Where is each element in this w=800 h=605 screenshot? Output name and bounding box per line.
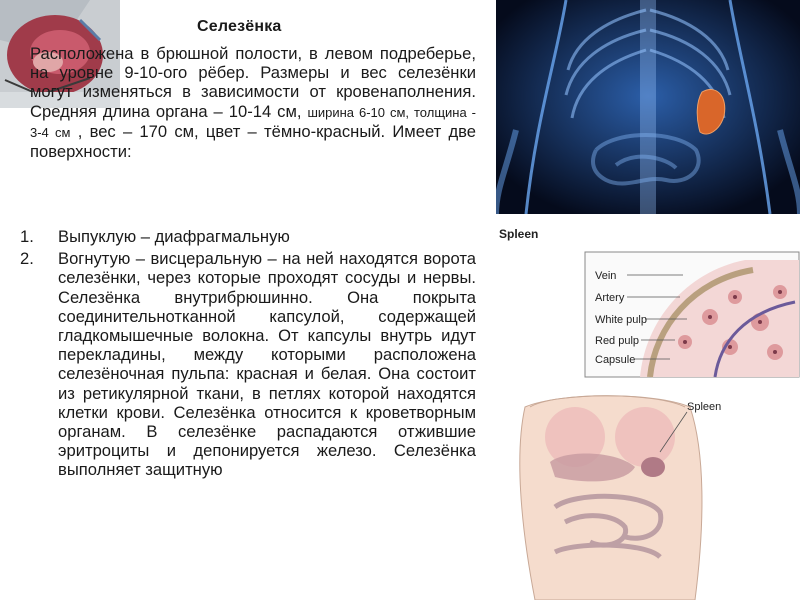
label-spleen: Spleen xyxy=(687,401,722,413)
list-text: Выпуклую – диафрагмальную xyxy=(58,227,290,246)
diagram-heading: Spleen xyxy=(499,227,539,241)
intro-text-part2: , вес – 170 см, цвет – тёмно-красный. Имеет две поверхности: xyxy=(30,121,476,162)
page-title: Селезёнка xyxy=(197,18,282,35)
label-red-pulp: Red pulp xyxy=(595,335,640,347)
xray-image xyxy=(496,0,800,214)
label-artery: Artery xyxy=(595,292,625,304)
label-capsule: Capsule xyxy=(595,354,636,366)
list-number: 2. xyxy=(20,249,34,269)
list-number: 1. xyxy=(20,227,34,246)
list-item xyxy=(20,227,476,246)
intro-text-part1: Расположена в брюшной полости, в левом подреберье, на уровне 9-10-ого рёбер. Размеры и вес селезёнки могут изменяться в зависимости от кровенаполнения. Средняя длина органа – 10-14 см, xyxy=(30,44,476,121)
surfaces-list xyxy=(20,227,476,480)
list-text: Вогнутую – висцеральную – на ней находятся ворота селезёнки, через которые проходят сосуды и нервы. Селезёнка внутрибрюшинно. Она покрыта соединительнотканной капсулой, содержащей гладкомышечные волокна. От капсулы внутрь идут перекладины, между которыми расположена селезёночная пульпа: красная и белая. Она состоит из ретикулярной ткани, в петлях которой находятся клетки крови. Селезёнка относится к кроветворным органам. В селезёнке распадаются отжившие эритроциты и депонируется железо. Селезёнка выполняет защитную xyxy=(58,249,476,480)
label-vein: Vein xyxy=(595,270,617,282)
label-white-pulp: White pulp xyxy=(595,314,647,326)
list-item xyxy=(20,249,476,479)
intro-paragraph xyxy=(30,44,476,161)
spleen-anatomy-diagram xyxy=(495,222,800,600)
intro-text-dimensions: ширина 6-10 см, толщина - 3-4 см xyxy=(30,104,476,140)
xray-illustration xyxy=(496,0,800,214)
diagram-image xyxy=(495,222,800,600)
